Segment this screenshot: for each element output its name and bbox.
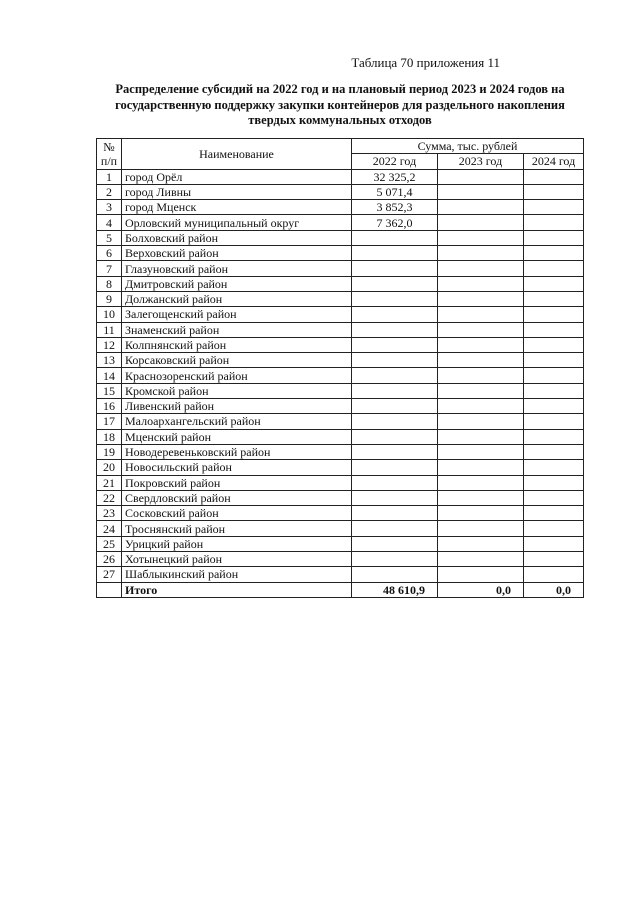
row-value-2022	[352, 567, 438, 582]
row-name: Малоархангельский район	[122, 414, 352, 429]
row-value-2022	[352, 353, 438, 368]
row-value-2024	[524, 353, 584, 368]
total-2023: 0,0	[438, 582, 524, 597]
table-row	[97, 399, 584, 414]
row-value-2024	[524, 399, 584, 414]
row-value-2023	[438, 490, 524, 505]
row-value-2022	[352, 506, 438, 521]
row-name: Новодеревеньковский район	[122, 444, 352, 459]
row-number: 3	[97, 200, 122, 215]
row-value-2023	[438, 475, 524, 490]
row-name: Сосковский район	[122, 506, 352, 521]
table-row	[97, 521, 584, 536]
row-value-2024	[524, 536, 584, 551]
row-value-2022	[352, 490, 438, 505]
row-name: Глазуновский район	[122, 261, 352, 276]
row-value-2024	[524, 169, 584, 184]
row-name: Залегощенский район	[122, 307, 352, 322]
row-value-2023	[438, 353, 524, 368]
header-number	[97, 139, 122, 170]
row-value-2022	[352, 399, 438, 414]
table-row	[97, 215, 584, 230]
row-value-2022	[352, 460, 438, 475]
row-value-2022	[352, 536, 438, 551]
row-value-2023	[438, 246, 524, 261]
row-name: Болховский район	[122, 230, 352, 245]
row-value-2024	[524, 200, 584, 215]
table-row	[97, 429, 584, 444]
row-number: 27	[97, 567, 122, 582]
row-value-2022	[352, 383, 438, 398]
table-row	[97, 169, 584, 184]
row-name: Корсаковский район	[122, 353, 352, 368]
row-value-2023	[438, 567, 524, 582]
total-2024: 0,0	[524, 582, 584, 597]
table-row	[97, 368, 584, 383]
subsidy-table	[96, 138, 584, 598]
row-name: город Ливны	[122, 184, 352, 199]
table-row	[97, 246, 584, 261]
row-number: 21	[97, 475, 122, 490]
table-row	[97, 444, 584, 459]
row-number: 14	[97, 368, 122, 383]
row-value-2023	[438, 291, 524, 306]
row-name: Покровский район	[122, 475, 352, 490]
row-value-2022	[352, 276, 438, 291]
header-year-2024: 2024 год	[524, 154, 584, 169]
row-number: 15	[97, 383, 122, 398]
row-value-2022: 3 852,3	[352, 200, 438, 215]
row-value-2022	[352, 414, 438, 429]
row-name: Троснянский район	[122, 521, 352, 536]
row-value-2024	[524, 337, 584, 352]
table-caption: Таблица 70 приложения 11	[351, 55, 500, 70]
row-value-2023	[438, 184, 524, 199]
row-value-2022	[352, 291, 438, 306]
table-row	[97, 276, 584, 291]
row-name: Ливенский район	[122, 399, 352, 414]
row-name: Колпнянский район	[122, 337, 352, 352]
row-value-2024	[524, 215, 584, 230]
table-row	[97, 200, 584, 215]
row-number: 7	[97, 261, 122, 276]
row-value-2023	[438, 552, 524, 567]
header-number-line1: №	[103, 139, 115, 154]
row-number: 13	[97, 353, 122, 368]
row-value-2023	[438, 169, 524, 184]
row-number: 23	[97, 506, 122, 521]
row-name: Свердловский район	[122, 490, 352, 505]
row-value-2023	[438, 536, 524, 551]
table-row	[97, 552, 584, 567]
row-value-2024	[524, 307, 584, 322]
header-year-2023: 2023 год	[438, 154, 524, 169]
row-value-2022	[352, 337, 438, 352]
row-value-2022	[352, 368, 438, 383]
row-name: Краснозоренский район	[122, 368, 352, 383]
row-value-2022	[352, 246, 438, 261]
row-number: 25	[97, 536, 122, 551]
row-value-2024	[524, 460, 584, 475]
total-label: Итого	[122, 582, 352, 597]
table-row	[97, 536, 584, 551]
row-name: Должанский район	[122, 291, 352, 306]
row-value-2023	[438, 460, 524, 475]
header-number-line2: п/п	[100, 153, 118, 168]
table-row	[97, 337, 584, 352]
row-name: Мценский район	[122, 429, 352, 444]
row-value-2024	[524, 291, 584, 306]
table-row	[97, 460, 584, 475]
total-row	[97, 582, 584, 597]
row-value-2022: 32 325,2	[352, 169, 438, 184]
row-number: 16	[97, 399, 122, 414]
header-sum: Сумма, тыс. рублей	[352, 139, 584, 154]
row-value-2024	[524, 368, 584, 383]
row-value-2023	[438, 337, 524, 352]
row-value-2024	[524, 490, 584, 505]
table-row	[97, 184, 584, 199]
row-number: 10	[97, 307, 122, 322]
table-row	[97, 567, 584, 582]
row-name: Хотынецкий район	[122, 552, 352, 567]
header-year-2022: 2022 год	[352, 154, 438, 169]
row-value-2024	[524, 475, 584, 490]
row-number: 19	[97, 444, 122, 459]
row-value-2023	[438, 230, 524, 245]
row-value-2024	[524, 567, 584, 582]
row-name: Дмитровский район	[122, 276, 352, 291]
row-number: 24	[97, 521, 122, 536]
row-number: 1	[97, 169, 122, 184]
total-2022: 48 610,9	[352, 582, 438, 597]
row-value-2023	[438, 200, 524, 215]
row-number: 17	[97, 414, 122, 429]
row-number: 6	[97, 246, 122, 261]
row-value-2022	[352, 444, 438, 459]
row-value-2024	[524, 521, 584, 536]
row-number: 26	[97, 552, 122, 567]
row-value-2024	[524, 552, 584, 567]
table-row	[97, 506, 584, 521]
row-number: 4	[97, 215, 122, 230]
row-value-2024	[524, 276, 584, 291]
row-value-2022: 5 071,4	[352, 184, 438, 199]
row-value-2024	[524, 230, 584, 245]
header-name: Наименование	[122, 139, 352, 170]
row-name: Кромской район	[122, 383, 352, 398]
row-value-2024	[524, 429, 584, 444]
table-row	[97, 291, 584, 306]
row-value-2022	[352, 475, 438, 490]
row-value-2024	[524, 444, 584, 459]
row-value-2024	[524, 261, 584, 276]
table-body	[97, 169, 584, 582]
row-value-2023	[438, 399, 524, 414]
table-row	[97, 261, 584, 276]
row-value-2022	[352, 322, 438, 337]
row-value-2022	[352, 230, 438, 245]
table-row	[97, 353, 584, 368]
row-value-2023	[438, 429, 524, 444]
row-number: 11	[97, 322, 122, 337]
row-value-2023	[438, 368, 524, 383]
row-value-2024	[524, 383, 584, 398]
table-row	[97, 414, 584, 429]
row-number: 9	[97, 291, 122, 306]
row-number: 20	[97, 460, 122, 475]
row-value-2024	[524, 184, 584, 199]
row-value-2023	[438, 261, 524, 276]
row-name: Шаблыкинский район	[122, 567, 352, 582]
row-value-2023	[438, 414, 524, 429]
row-name: город Мценск	[122, 200, 352, 215]
row-value-2023	[438, 307, 524, 322]
row-number: 22	[97, 490, 122, 505]
row-name: Новосильский район	[122, 460, 352, 475]
row-value-2024	[524, 506, 584, 521]
row-value-2023	[438, 506, 524, 521]
row-value-2023	[438, 215, 524, 230]
table-row	[97, 307, 584, 322]
row-value-2022	[352, 552, 438, 567]
document-title: Распределение субсидий на 2022 год и на плановый период 2023 и 2024 годов на государственную поддержку закупки контейнеров для раздельного накопления твердых коммунальных отходов	[115, 82, 565, 127]
row-number: 18	[97, 429, 122, 444]
table-row	[97, 322, 584, 337]
table-row	[97, 383, 584, 398]
row-name: город Орёл	[122, 169, 352, 184]
row-name: Урицкий район	[122, 536, 352, 551]
row-value-2023	[438, 444, 524, 459]
row-value-2022: 7 362,0	[352, 215, 438, 230]
row-value-2022	[352, 307, 438, 322]
row-number: 8	[97, 276, 122, 291]
row-name: Орловский муниципальный округ	[122, 215, 352, 230]
row-value-2024	[524, 246, 584, 261]
row-number: 5	[97, 230, 122, 245]
row-value-2023	[438, 322, 524, 337]
row-value-2023	[438, 276, 524, 291]
table-row	[97, 490, 584, 505]
row-value-2023	[438, 521, 524, 536]
row-value-2022	[352, 261, 438, 276]
table-row	[97, 230, 584, 245]
table-row	[97, 475, 584, 490]
row-name: Знаменский район	[122, 322, 352, 337]
row-number: 2	[97, 184, 122, 199]
total-number-cell	[97, 582, 122, 597]
row-value-2024	[524, 322, 584, 337]
row-value-2022	[352, 521, 438, 536]
row-value-2024	[524, 414, 584, 429]
row-number: 12	[97, 337, 122, 352]
row-value-2022	[352, 429, 438, 444]
row-value-2023	[438, 383, 524, 398]
row-name: Верховский район	[122, 246, 352, 261]
